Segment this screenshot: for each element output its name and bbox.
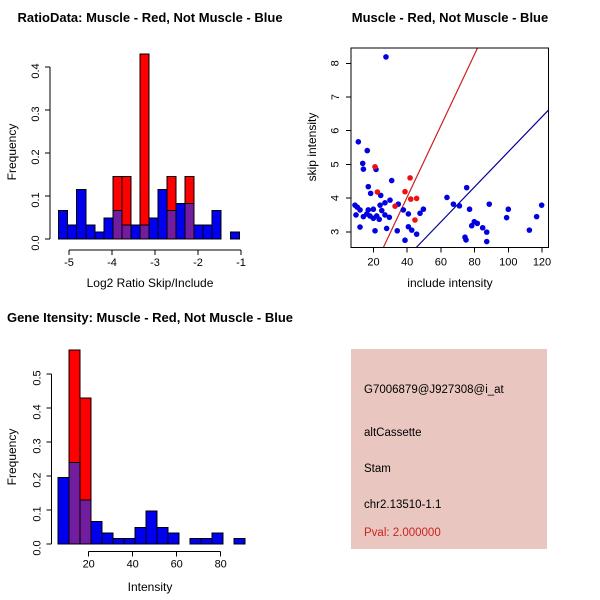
dataset-text: Stam — [364, 463, 391, 475]
ratio-histogram-panel — [0, 0, 300, 300]
svg-text:5: 5 — [329, 161, 342, 168]
pval-text: Pval: 2.000000 — [364, 527, 441, 539]
gene-info-box — [351, 349, 547, 549]
skip-include-scatter-plot — [300, 0, 600, 300]
svg-text:0.4: 0.4 — [30, 63, 42, 79]
svg-text:-2: -2 — [193, 257, 203, 269]
svg-text:0.1: 0.1 — [30, 192, 42, 208]
scatter-xlabel: include intensity — [407, 276, 493, 290]
svg-text:40: 40 — [401, 256, 414, 269]
gene-intensity-histogram-panel — [0, 300, 300, 600]
svg-text:80: 80 — [468, 256, 481, 269]
svg-text:60: 60 — [170, 558, 183, 571]
svg-text:0.0: 0.0 — [31, 540, 44, 556]
ratio-histogram-ylabel: Frequency — [5, 123, 19, 181]
svg-text:0.5: 0.5 — [31, 370, 44, 386]
svg-text:-4: -4 — [107, 257, 117, 269]
scatter-panel — [300, 0, 600, 300]
svg-text:-5: -5 — [64, 257, 74, 269]
svg-text:0.0: 0.0 — [30, 235, 42, 251]
gene-intensity-histogram-xlabel: Intensity — [127, 580, 173, 594]
gene-intensity-histogram-ylabel: Frequency — [5, 428, 19, 486]
scatter-title: Muscle - Red, Not Muscle - Blue — [351, 10, 549, 25]
svg-text:120: 120 — [532, 256, 552, 269]
probe-id-text: G7006879@J927308@i_at — [364, 384, 504, 396]
svg-text:3: 3 — [329, 228, 342, 235]
svg-text:-1: -1 — [236, 257, 246, 269]
svg-text:0.2: 0.2 — [30, 149, 42, 165]
gene-intensity-histogram-plot — [0, 300, 300, 600]
svg-text:0.4: 0.4 — [31, 404, 44, 420]
ratio-histogram-xlabel: Log2 Ratio Skip/Include — [86, 276, 214, 290]
svg-text:6: 6 — [329, 127, 342, 134]
ratio-histogram-title: RatioData: Muscle - Red, Not Muscle - Blue — [17, 10, 283, 25]
svg-text:7: 7 — [329, 93, 342, 101]
event-type-text: altCassette — [364, 427, 422, 439]
svg-text:40: 40 — [126, 558, 139, 571]
location-text: chr2.13510-1.1 — [364, 499, 442, 511]
svg-text:60: 60 — [434, 256, 448, 269]
svg-text:4: 4 — [329, 195, 342, 202]
scatter-ylabel: skip intensity — [305, 112, 319, 182]
svg-text:0.2: 0.2 — [31, 472, 44, 488]
ratio-histogram-plot — [0, 0, 300, 300]
svg-text:-3: -3 — [150, 257, 160, 269]
svg-text:20: 20 — [82, 558, 95, 571]
svg-text:80: 80 — [214, 558, 227, 571]
svg-text:0.3: 0.3 — [30, 106, 42, 122]
gene-info-panel — [300, 300, 600, 600]
svg-text:20: 20 — [367, 256, 380, 269]
svg-text:0.1: 0.1 — [31, 506, 44, 522]
svg-text:8: 8 — [329, 60, 342, 67]
svg-text:0.3: 0.3 — [31, 438, 44, 454]
svg-text:100: 100 — [499, 256, 518, 269]
gene-intensity-histogram-title: Gene Itensity: Muscle - Red, Not Muscle - Blue — [6, 310, 294, 325]
